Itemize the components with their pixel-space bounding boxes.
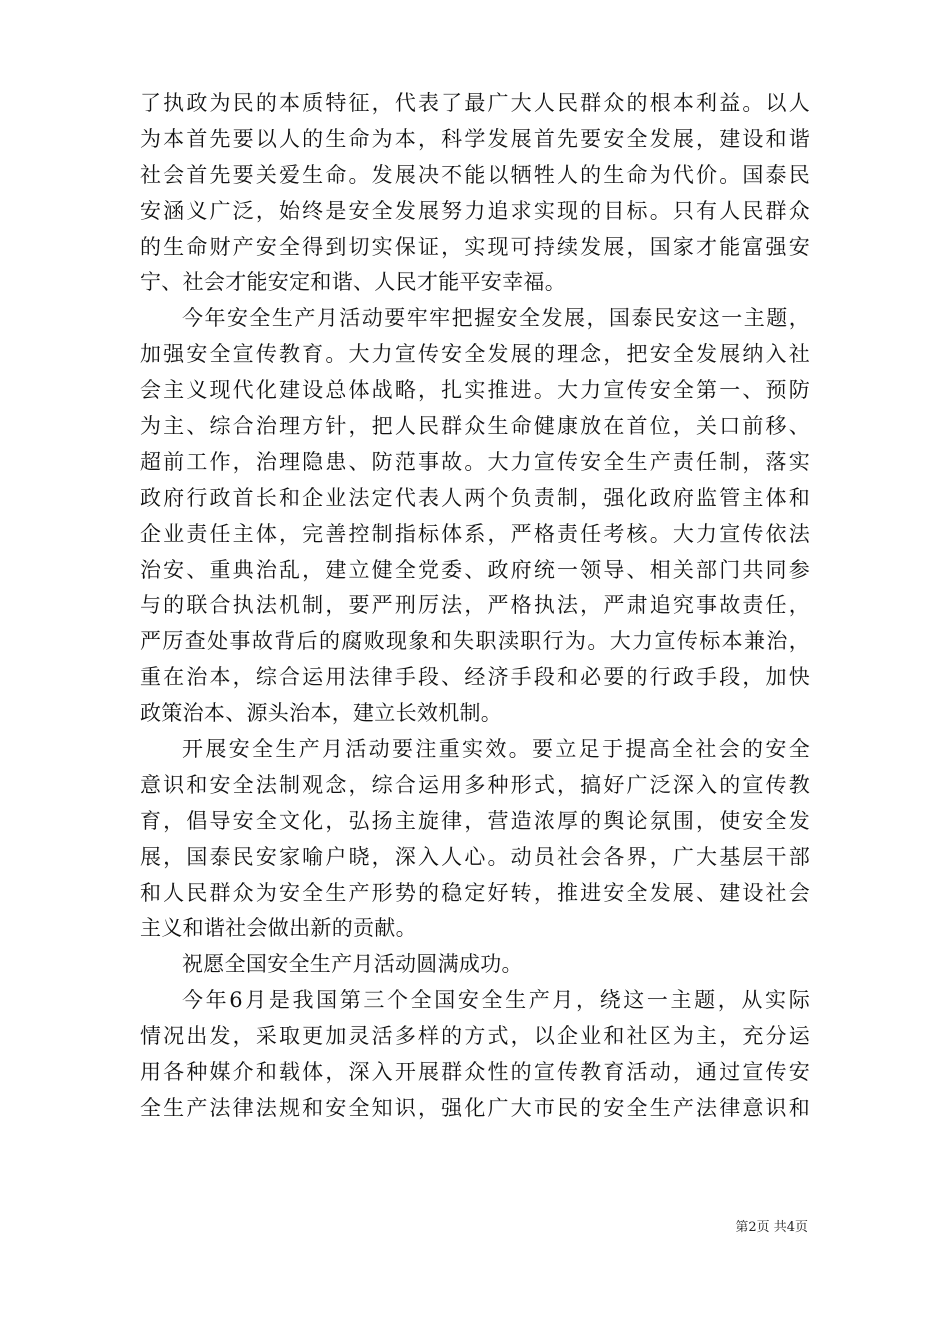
paragraph-start-line: 今年安全生产月活动要牢牢把握安全发展，国泰民安这一主题，: [182, 306, 810, 331]
text-line: 与的联合执法机制，要严刑厉法，严格执法，严肃追究事故责任，: [140, 593, 810, 618]
text-line: 政府行政首长和企业法定代表人两个负责制，强化政府监管主体和: [140, 485, 810, 510]
text-line: 加强安全宣传教育。大力宣传安全发展的理念，把安全发展纳入社: [140, 342, 810, 367]
text-line: 超前工作，治理隐患、防范事故。大力宣传安全生产责任制，落实: [140, 449, 810, 474]
paragraph-start-line: 今年6月是我国第三个全国安全生产月，绕这一主题，从实际: [182, 988, 810, 1013]
paragraph-start-line: 开展安全生产月活动要注重实效。要立足于提高全社会的安全: [182, 737, 810, 762]
body-text: [140, 86, 810, 1127]
text-line: 和人民群众为安全生产形势的稳定好转，推进安全发展、建设社会: [140, 880, 810, 905]
text-line: 为主、综合治理方针，把人民群众生命健康放在首位，关口前移、: [140, 414, 810, 439]
paragraph-start-line: 祝愿全国安全生产月活动圆满成功。: [182, 952, 523, 977]
text-line: 治安、重典治乱，建立健全党委、政府统一领导、相关部门共同参: [140, 557, 810, 582]
text-line: 的生命财产安全得到切实保证，实现可持续发展，国家才能富强安: [140, 234, 810, 259]
text-line: 了执政为民的本质特征，代表了最广大人民群众的根本利益。以人: [140, 91, 810, 115]
text-line: 育，倡导安全文化，弘扬主旋律，营造浓厚的舆论氛围，使安全发: [140, 808, 810, 833]
text-line: 展，国泰民安家喻户晓，深入人心。动员社会各界，广大基层干部: [140, 844, 810, 869]
text-line: 严厉查处事故背后的腐败现象和失职渎职行为。大力宣传标本兼治，: [140, 629, 810, 654]
text-line: 为本首先要以人的生命为本，科学发展首先要安全发展，建设和谐: [140, 126, 810, 151]
text-line: 企业责任主体，完善控制指标体系，严格责任考核。大力宣传依法: [140, 521, 810, 546]
text-line: 安涵义广泛，始终是安全发展努力追求实现的目标。只有人民群众: [140, 198, 810, 223]
text-line: 全生产法律法规和安全知识，强化广大市民的安全生产法律意识和: [140, 1095, 810, 1120]
text-line: 用各种媒介和载体，深入开展群众性的宣传教育活动，通过宣传安: [140, 1060, 810, 1085]
text-line: 重在治本，综合运用法律手段、经济手段和必要的行政手段，加快: [140, 665, 810, 690]
text-line: 会主义现代化建设总体战略，扎实推进。大力宣传安全第一、预防: [140, 378, 810, 403]
text-line: 主义和谐社会做出新的贡献。: [140, 916, 417, 941]
text-line: 宁、社会才能安定和谐、人民才能平安幸福。: [140, 270, 566, 295]
text-line: 政策治本、源头治本，建立长效机制。: [140, 701, 503, 726]
page-number-footer: 第2页 共4页: [735, 1220, 808, 1235]
text-line: 社会首先要关爱生命。发展决不能以牺牲人的生命为代价。国泰民: [140, 162, 810, 187]
text-line: 意识和安全法制观念，综合运用多种形式，搞好广泛深入的宣传教: [140, 772, 810, 797]
text-line: 情况出发，采取更加灵活多样的方式，以企业和社区为主，充分运: [140, 1024, 810, 1049]
